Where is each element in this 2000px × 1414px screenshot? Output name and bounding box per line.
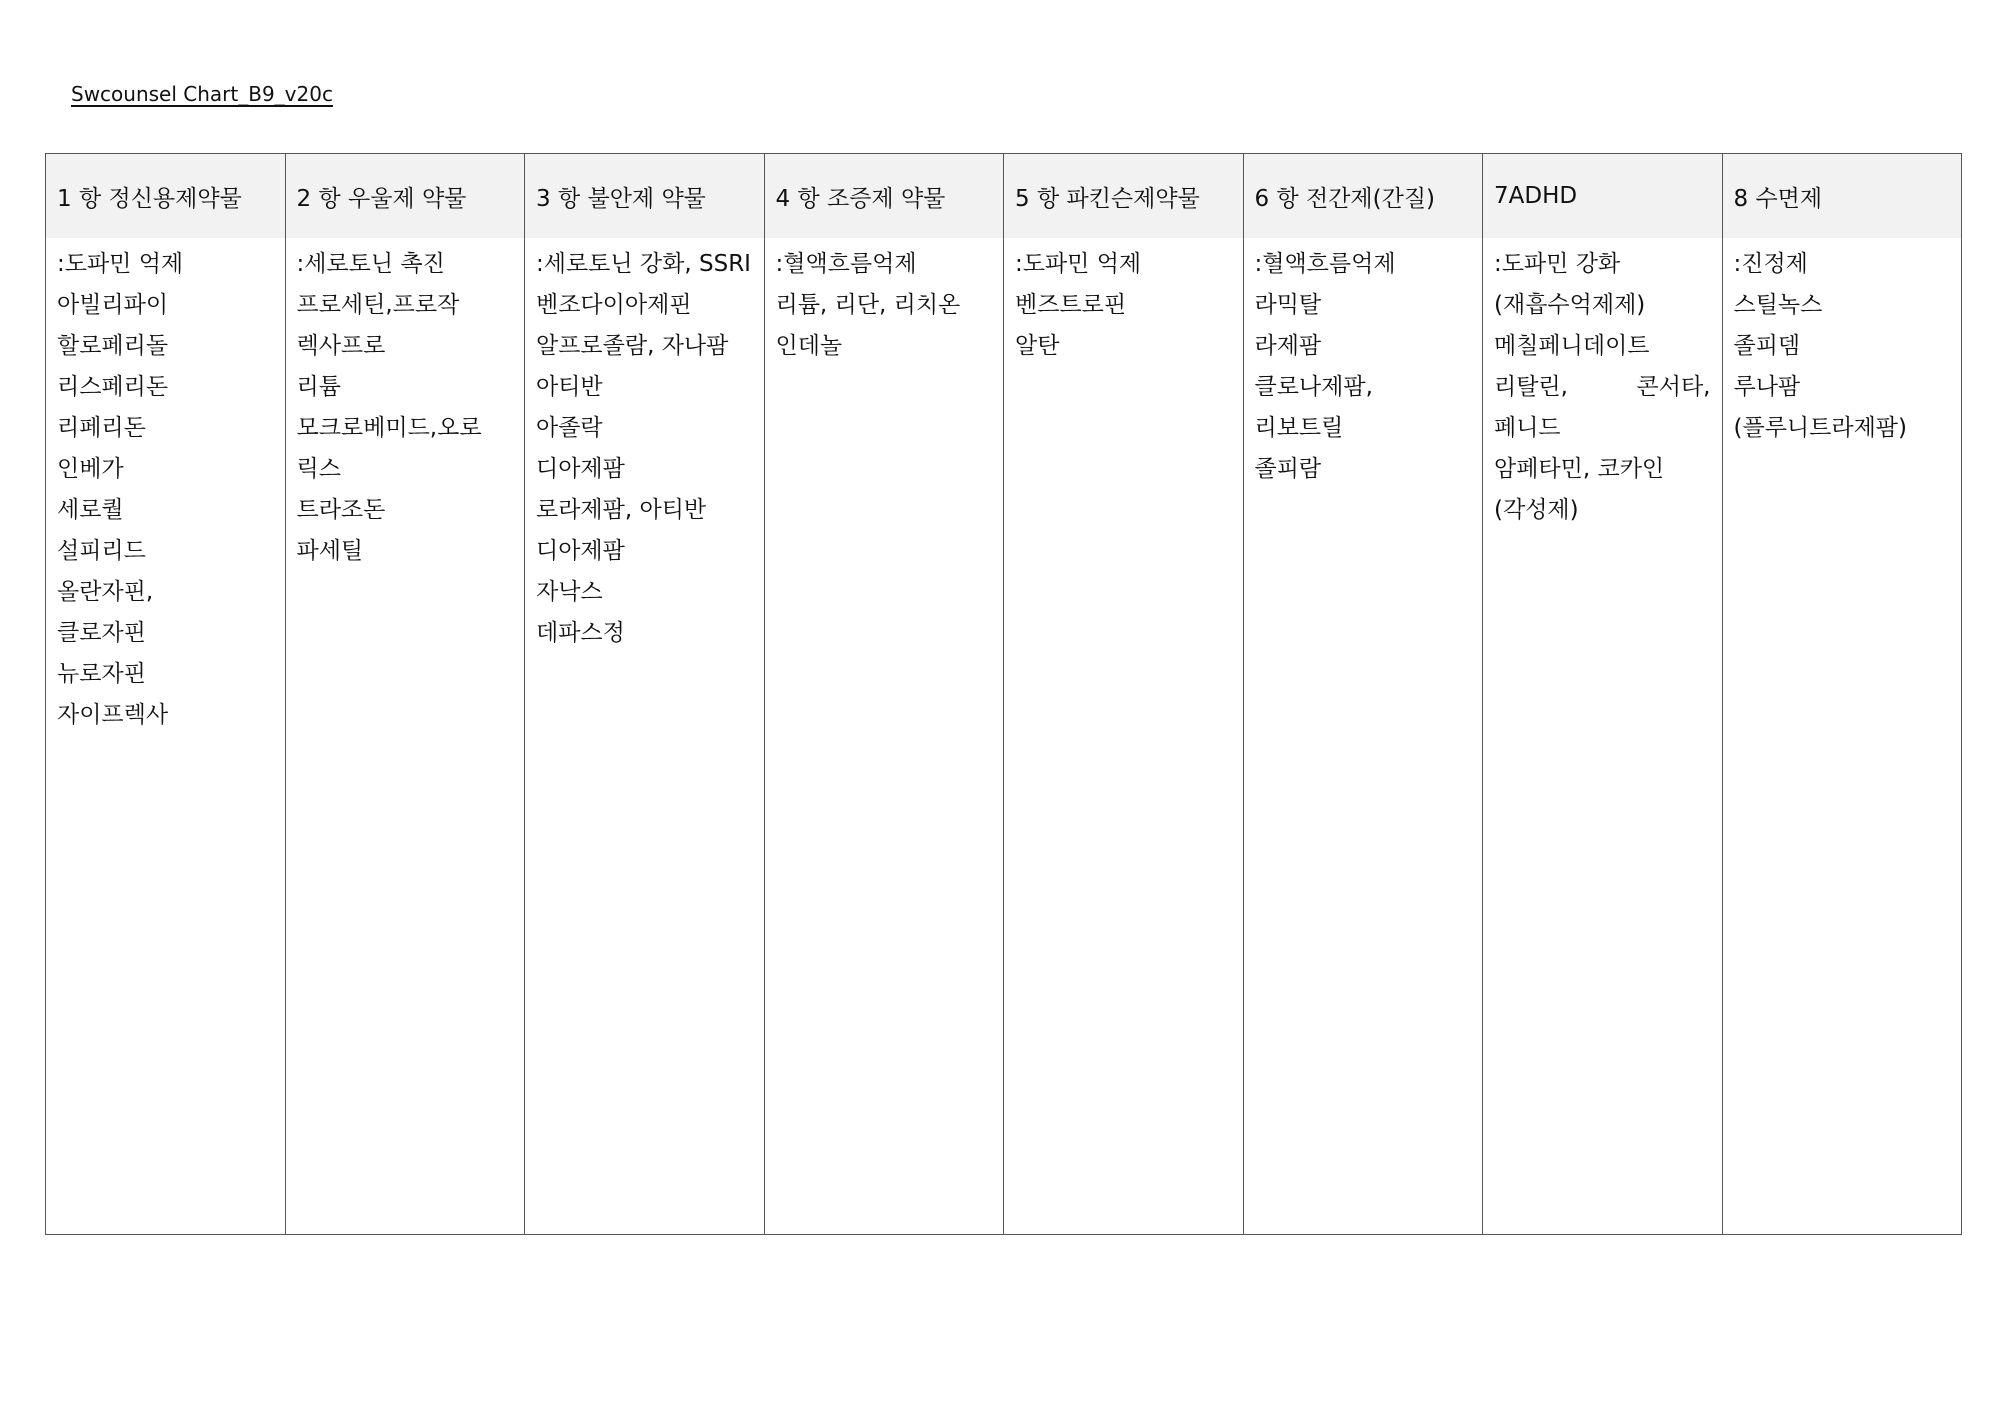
drug-entry: 페니드 (1494, 415, 1561, 441)
column-header: 6 항 전간제(간질) (1244, 154, 1483, 238)
column-body (286, 238, 525, 572)
drug-entry: 릭스 (296, 456, 341, 482)
drug-entry: :도파민 억제 (57, 251, 184, 277)
drug-entry: 세로퀄 (57, 497, 124, 523)
column-body (1723, 238, 1962, 449)
table-column (285, 154, 525, 1234)
drug-entry: 리튬 (296, 374, 341, 400)
drug-entry: 루나팜 (1733, 374, 1801, 400)
drug-entry: 라제팜 (1254, 333, 1322, 359)
drug-entry: 모크로베미드,오로 (296, 415, 482, 441)
drug-entry: (플루니트라제팜) (1733, 415, 1907, 441)
table-column (524, 154, 764, 1234)
drug-entry: (재흡수억제제) (1494, 292, 1646, 318)
drug-entry: 올란자핀, (57, 579, 154, 605)
drug-entry: 뉴로자핀 (57, 661, 146, 687)
drug-entry: :혈액흐름억제 (775, 251, 917, 277)
drug-entry: :혈액흐름억제 (1254, 251, 1396, 277)
drug-entry: 자이프렉사 (57, 702, 169, 728)
drug-entry: 인베가 (57, 456, 124, 482)
drug-entry: 데파스정 (536, 620, 625, 646)
drug-entry: :도파민 억제 (1015, 251, 1142, 277)
drug-entry: :세로토닌 촉진 (296, 251, 445, 277)
table-column (1722, 154, 1962, 1234)
drug-entry: 아티반 (536, 374, 603, 400)
drug-entry: 리튬, 리단, 리치온 (775, 292, 961, 318)
drug-entry: 벤조다이아제핀 (536, 292, 692, 318)
column-body (1483, 238, 1722, 531)
column-body (525, 238, 764, 654)
table-column (1243, 154, 1483, 1234)
column-header: 2 항 우울제 약물 (286, 154, 525, 238)
drug-entry: 졸피뎀 (1733, 333, 1801, 359)
column-header: 7ADHD (1483, 154, 1722, 238)
drug-chart-table (45, 153, 1962, 1235)
drug-entry: 자낙스 (536, 579, 603, 605)
drug-entry: 파세틸 (296, 538, 364, 564)
column-body (1004, 238, 1243, 367)
column-header: 1 항 정신용제약물 (46, 154, 285, 238)
document-title: Swcounsel Chart_B9_v20c (71, 82, 333, 106)
drug-entry: 알프로졸람, 자나팜 (536, 333, 729, 359)
drug-entry: 디아제팜 (536, 538, 625, 564)
column-header: 5 항 파킨슨제약물 (1004, 154, 1243, 238)
drug-entry-part: 콘서타, (1636, 374, 1711, 400)
column-body (1244, 238, 1483, 490)
drug-entry: 디아제팜 (536, 456, 625, 482)
drug-entry: 졸피람 (1254, 456, 1322, 482)
drug-entry: 리보트릴 (1254, 415, 1344, 441)
table-column (46, 154, 285, 1234)
column-body (46, 238, 285, 736)
drug-entry: 아졸락 (536, 415, 603, 441)
drug-entry: (각성제) (1494, 497, 1579, 523)
drug-entry-part: 리탈린, (1494, 374, 1568, 400)
drug-entry: 리스페리돈 (57, 374, 169, 400)
drug-entry: 로라제팜, 아티반 (536, 497, 707, 523)
drug-entry: 아빌리파이 (57, 292, 169, 318)
drug-entry: 벤즈트로핀 (1015, 292, 1127, 318)
drug-entry: 할로페리돌 (57, 333, 169, 359)
drug-entry: 클로나제팜, (1254, 374, 1373, 400)
column-header: 3 항 불안제 약물 (525, 154, 764, 238)
drug-entry: 클로자핀 (57, 620, 146, 646)
drug-entry: 리페리돈 (57, 415, 146, 441)
drug-entry: 프로세틴,프로작 (296, 292, 460, 318)
column-body (765, 238, 1004, 367)
table-column (1482, 154, 1722, 1234)
drug-entry: 암페타민, 코카인 (1494, 456, 1665, 482)
drug-entry: 트라조돈 (296, 497, 386, 523)
column-header: 8 수면제 (1723, 154, 1962, 238)
drug-entry (1494, 367, 1711, 408)
column-header: 4 항 조증제 약물 (765, 154, 1004, 238)
drug-entry: 메칠페니데이트 (1494, 333, 1650, 359)
drug-entry: 알탄 (1015, 333, 1060, 359)
drug-entry: 설피리드 (57, 538, 146, 564)
drug-entry: :도파민 강화 (1494, 251, 1621, 277)
drug-entry: :세로토닌 강화, SSRI (536, 251, 751, 277)
drug-entry: 인데놀 (775, 333, 843, 359)
drug-entry: 라믹탈 (1254, 292, 1322, 318)
drug-entry: :진정제 (1733, 251, 1808, 277)
table-column (1003, 154, 1243, 1234)
drug-entry: 스틸녹스 (1733, 292, 1823, 318)
drug-entry: 렉사프로 (296, 333, 386, 359)
table-column (764, 154, 1004, 1234)
